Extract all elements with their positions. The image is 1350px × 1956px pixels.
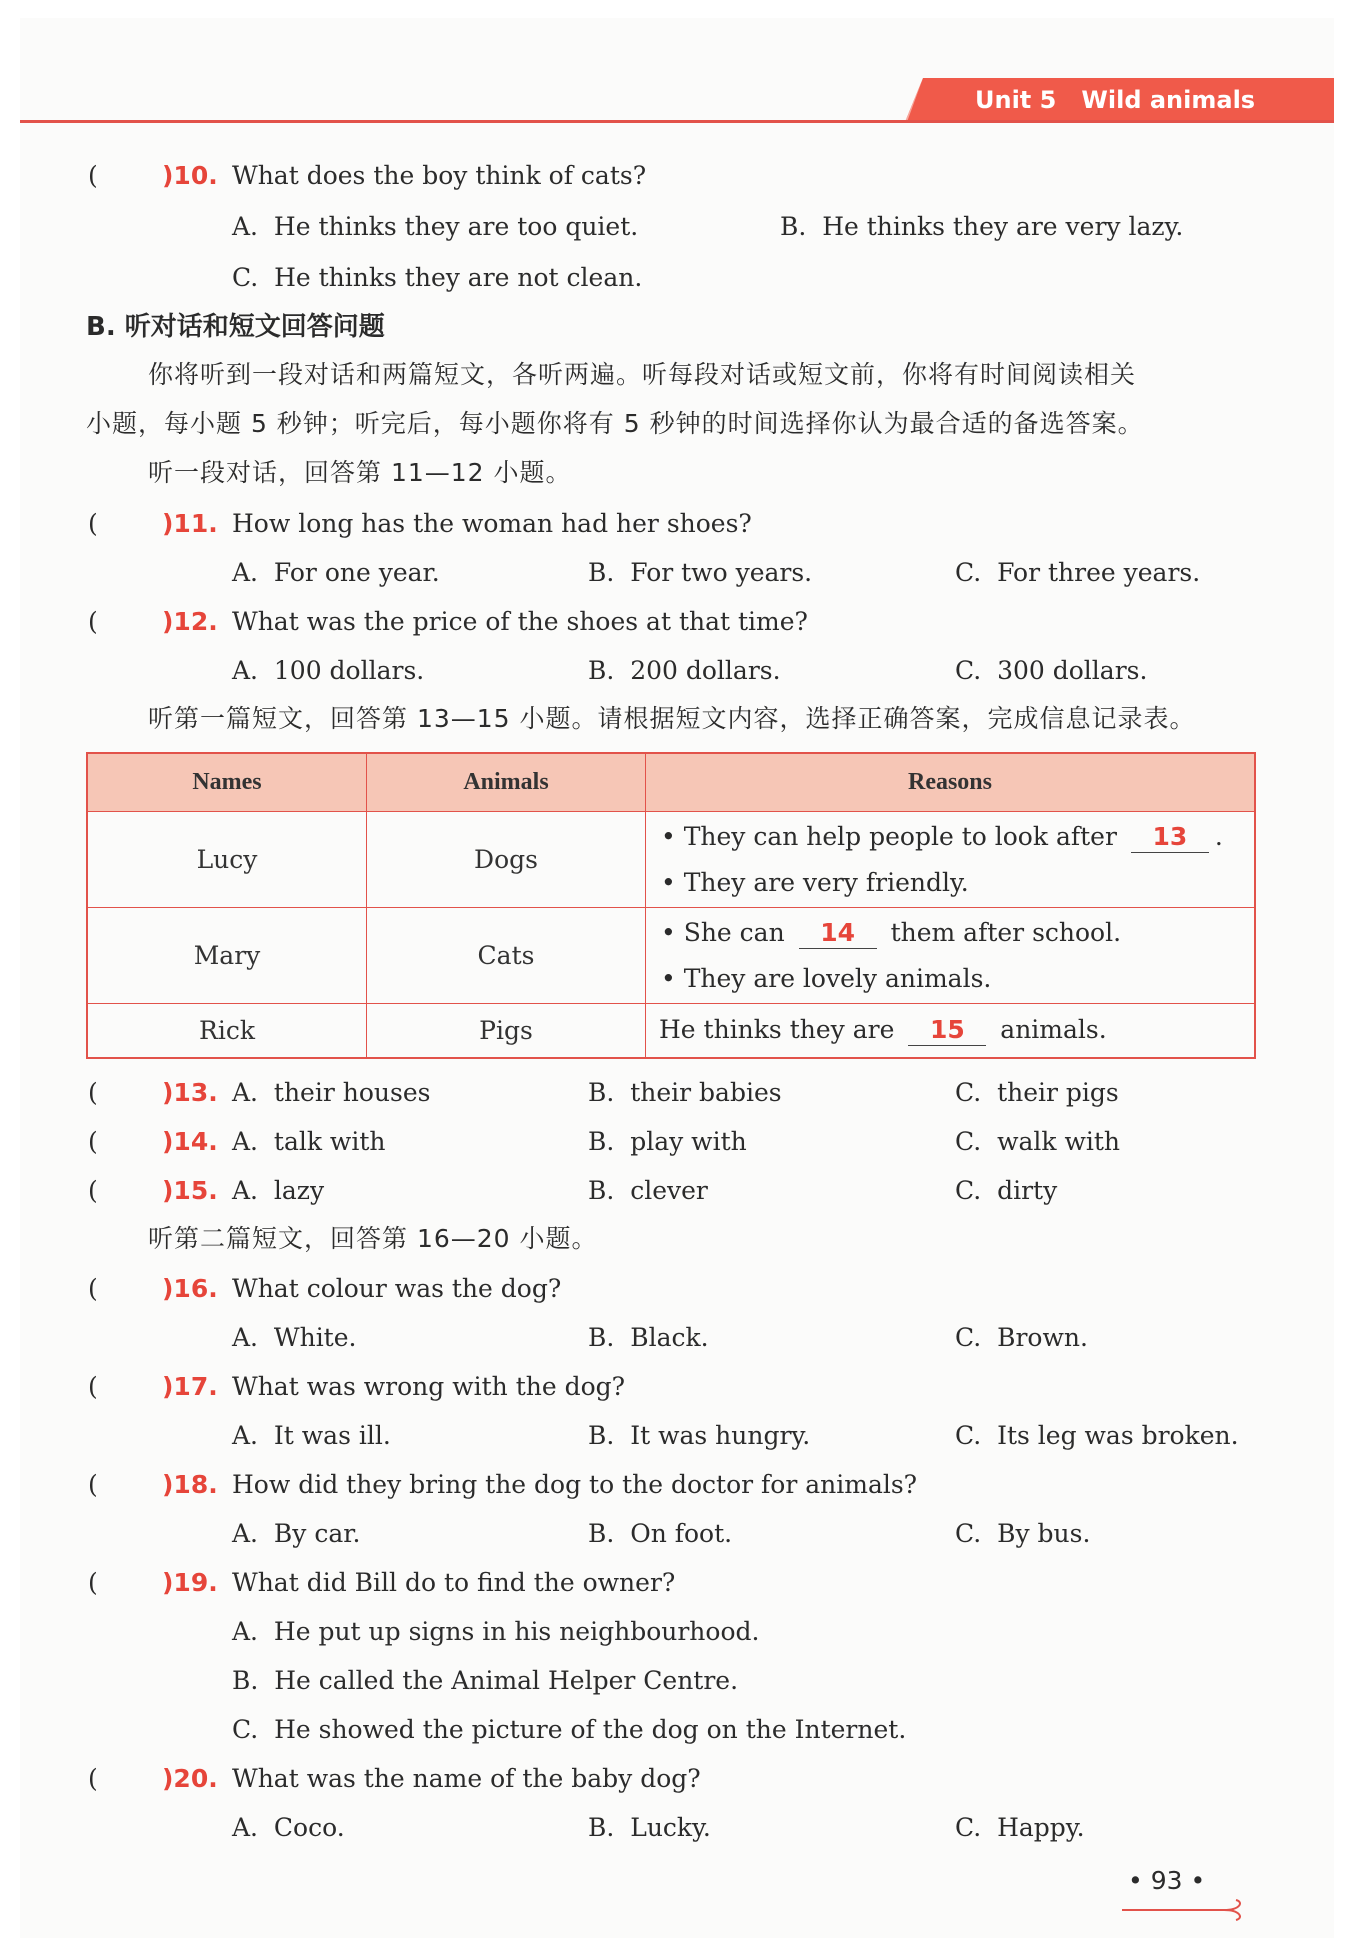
option-b: B. Lucky. bbox=[588, 1813, 711, 1842]
question-number: )14. bbox=[162, 1127, 218, 1156]
table-row bbox=[87, 1004, 1255, 1058]
question-stem: What colour was the dog? bbox=[232, 1274, 562, 1303]
question-number: )12. bbox=[162, 607, 218, 636]
reason-text-end: . bbox=[1214, 821, 1223, 851]
option-b: B. clever bbox=[588, 1176, 708, 1205]
table-header-names: Names bbox=[87, 753, 367, 812]
answer-paren: ( bbox=[88, 1470, 98, 1499]
cell-reasons bbox=[646, 908, 1256, 1004]
page-number: • 93 • bbox=[1128, 1866, 1206, 1895]
option-c: C. 300 dollars. bbox=[955, 656, 1148, 685]
question-stem: How did they bring the dog to the doctor for animals? bbox=[232, 1470, 918, 1499]
answer-paren: ( bbox=[88, 1274, 98, 1303]
reason-line: • They are lovely animals. bbox=[661, 963, 992, 993]
cell-reasons bbox=[646, 1004, 1256, 1058]
cell-name: Lucy bbox=[87, 812, 367, 908]
section-title: B. 听对话和短文回答问题 bbox=[86, 312, 385, 342]
reason-line bbox=[647, 1007, 1253, 1053]
option-a: A. By car. bbox=[232, 1519, 361, 1548]
header-rule bbox=[20, 120, 1334, 123]
passage1-intro: 听第一篇短文，回答第 13—15 小题。请根据短文内容，选择正确答案，完成信息记录表。 bbox=[148, 704, 1196, 733]
table-header-animals: Animals bbox=[367, 753, 646, 812]
answer-paren: ( bbox=[88, 1078, 98, 1107]
question-number: )19. bbox=[162, 1568, 218, 1597]
instruction-line-2: 小题，每小题 5 秒钟；听完后，每小题你将有 5 秒钟的时间选择你认为最合适的备选答案。 bbox=[86, 409, 1144, 438]
answer-paren: ( bbox=[88, 1176, 98, 1205]
option-c: C. Brown. bbox=[955, 1323, 1088, 1352]
answer-paren: ( bbox=[88, 1372, 98, 1401]
instruction-line-1: 你将听到一段对话和两篇短文，各听两遍。听每段对话或短文前，你将有时间阅读相关 bbox=[148, 360, 1137, 389]
question-stem: What was the name of the baby dog? bbox=[232, 1764, 701, 1793]
table-row bbox=[87, 908, 1255, 1004]
option-b: B. Black. bbox=[588, 1323, 709, 1352]
option-b: B. He thinks they are very lazy. bbox=[780, 212, 1184, 241]
option-b: B. 200 dollars. bbox=[588, 656, 781, 685]
question-number: )16. bbox=[162, 1274, 218, 1303]
reason-line bbox=[647, 814, 1253, 860]
cell-animal: Dogs bbox=[367, 812, 646, 908]
table-header-reasons: Reasons bbox=[646, 753, 1256, 812]
reason-text-end: them after school. bbox=[890, 917, 1122, 947]
option-a: A. He thinks they are too quiet. bbox=[232, 212, 639, 241]
option-a: A. For one year. bbox=[232, 558, 440, 587]
answer-paren: ( bbox=[88, 1127, 98, 1156]
option-a: A. He put up signs in his neighbourhood. bbox=[232, 1617, 760, 1646]
question-number: )15. bbox=[162, 1176, 218, 1205]
answer-paren: ( bbox=[88, 607, 98, 636]
question-number: )13. bbox=[162, 1078, 218, 1107]
answer-paren: ( bbox=[88, 161, 98, 190]
reason-text-end: animals. bbox=[1000, 1015, 1107, 1045]
blank-15: 15 bbox=[908, 1015, 986, 1046]
answer-paren: ( bbox=[88, 509, 98, 538]
question-stem: What does the boy think of cats? bbox=[232, 161, 647, 190]
option-c: C. dirty bbox=[955, 1176, 1058, 1205]
option-a: A. White. bbox=[232, 1323, 357, 1352]
info-record-table bbox=[86, 752, 1256, 1059]
question-number: )17. bbox=[162, 1372, 218, 1401]
option-a: A. Coco. bbox=[232, 1813, 345, 1842]
option-a: A. lazy bbox=[232, 1176, 325, 1205]
cell-animal: Cats bbox=[367, 908, 646, 1004]
passage2-intro: 听第二篇短文，回答第 16—20 小题。 bbox=[148, 1224, 598, 1253]
reason-line: • They are very friendly. bbox=[661, 867, 969, 897]
dialog-intro: 听一段对话，回答第 11—12 小题。 bbox=[148, 458, 572, 487]
answer-paren: ( bbox=[88, 1764, 98, 1793]
option-c: C. Happy. bbox=[955, 1813, 1085, 1842]
reason-text: • They can help people to look after bbox=[661, 821, 1117, 851]
blank-13: 13 bbox=[1131, 822, 1209, 853]
option-b: B. play with bbox=[588, 1127, 747, 1156]
page-arrow-icon bbox=[1120, 1898, 1252, 1922]
cell-reasons bbox=[646, 812, 1256, 908]
option-a: A. their houses bbox=[232, 1078, 431, 1107]
option-c: C. their pigs bbox=[955, 1078, 1119, 1107]
reason-text: He thinks they are bbox=[659, 1015, 895, 1045]
option-c: C. He thinks they are not clean. bbox=[232, 263, 643, 292]
blank-14: 14 bbox=[799, 918, 877, 949]
question-stem: What was the price of the shoes at that time? bbox=[232, 607, 808, 636]
option-c: C. He showed the picture of the dog on the Internet. bbox=[232, 1715, 907, 1744]
cell-name: Rick bbox=[87, 1004, 367, 1058]
cell-name: Mary bbox=[87, 908, 367, 1004]
option-b: B. For two years. bbox=[588, 558, 813, 587]
option-b: B. their babies bbox=[588, 1078, 782, 1107]
reason-line bbox=[647, 910, 1253, 956]
option-a: A. talk with bbox=[232, 1127, 386, 1156]
question-number: )10. bbox=[162, 161, 218, 190]
table-row bbox=[87, 812, 1255, 908]
option-a: A. It was ill. bbox=[232, 1421, 391, 1450]
option-a: A. 100 dollars. bbox=[232, 656, 425, 685]
unit-title: Unit 5 Wild animals bbox=[975, 86, 1256, 114]
question-stem: What did Bill do to find the owner? bbox=[232, 1568, 676, 1597]
option-b: B. He called the Animal Helper Centre. bbox=[232, 1666, 739, 1695]
question-number: )20. bbox=[162, 1764, 218, 1793]
question-number: )18. bbox=[162, 1470, 218, 1499]
reason-text: • She can bbox=[661, 917, 785, 947]
option-b: B. On foot. bbox=[588, 1519, 733, 1548]
option-c: C. By bus. bbox=[955, 1519, 1091, 1548]
option-b: B. It was hungry. bbox=[588, 1421, 811, 1450]
option-c: C. walk with bbox=[955, 1127, 1121, 1156]
question-stem: How long has the woman had her shoes? bbox=[232, 509, 752, 538]
option-c: C. For three years. bbox=[955, 558, 1201, 587]
option-c: C. Its leg was broken. bbox=[955, 1421, 1239, 1450]
cell-animal: Pigs bbox=[367, 1004, 646, 1058]
answer-paren: ( bbox=[88, 1568, 98, 1597]
question-stem: What was wrong with the dog? bbox=[232, 1372, 626, 1401]
question-number: )11. bbox=[162, 509, 218, 538]
